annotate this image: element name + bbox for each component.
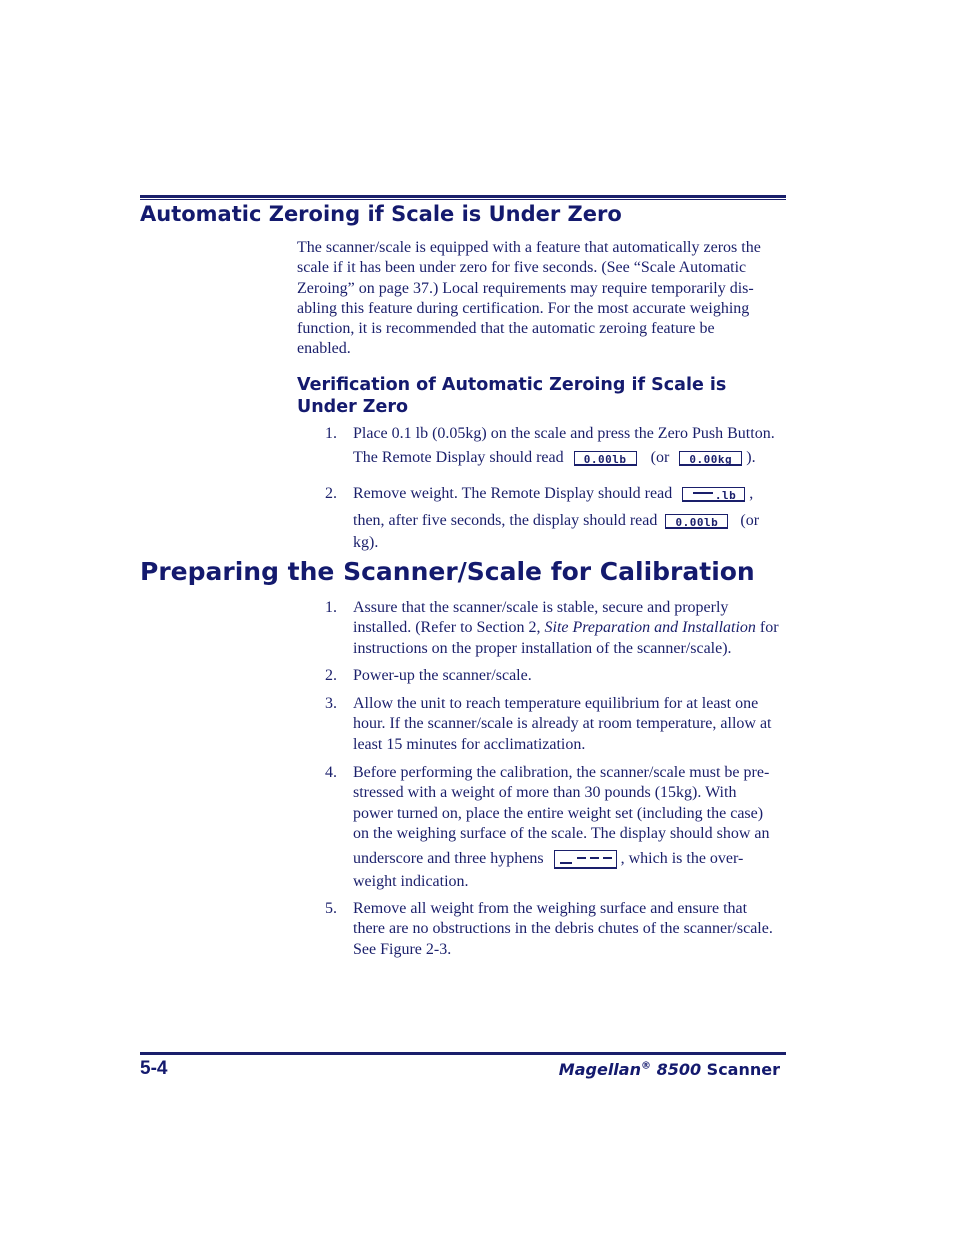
step-text: Power-up the scanner/scale.	[353, 667, 532, 684]
step-text: kg).	[353, 534, 379, 551]
paragraph-line: function, it is recommended that the automatic zeroing feature be	[297, 320, 715, 338]
section-heading-calibration-prep: Preparing the Scanner/Scale for Calibration	[140, 557, 755, 586]
footer-rule	[140, 1052, 786, 1055]
footer-product-title: Magellan® 8500 Scanner	[558, 1060, 780, 1079]
page-number: 5-4	[140, 1058, 168, 1079]
step-number: 1.	[325, 425, 337, 442]
paragraph-line: Zeroing” on page 37.) Local requirements may require temporarily dis-	[297, 279, 754, 297]
section-heading-auto-zeroing: Automatic Zeroing if Scale is Under Zero	[140, 202, 622, 226]
step-text: The Remote Display should read 0.00lb (or 0.00kg ).	[353, 449, 756, 466]
step-text: Before performing the calibration, the scanner/scale must be pre- stressed with a weight of more than 30 pounds (15kg). With power turned on, place the entire weight set (including the case) on the weighing surface of the scale. The display should show an	[353, 764, 770, 842]
header-rule	[140, 195, 786, 200]
display-readout: 0.00lb	[574, 451, 637, 466]
minus-segment	[693, 492, 713, 494]
paragraph-line: enabled.	[297, 340, 351, 358]
step-number: 3.	[325, 695, 337, 712]
display-readout: 0.00lb	[665, 514, 728, 529]
paragraph-line: abling this feature during certification. For the most accurate weighing	[297, 299, 750, 317]
step-text: then, after five seconds, the display should read 0.00lb (or	[353, 512, 760, 529]
step-text: Remove weight. The Remote Display should read .lb ,	[353, 485, 754, 502]
step-number: 2.	[325, 485, 337, 502]
step-text: Allow the unit to reach temperature equilibrium for at least one hour. If the scanner/scale is already at room temperature, allow at least 15 minutes for acclimatization.	[353, 695, 772, 753]
step-number: 2.	[325, 667, 337, 684]
step-text: weight indication.	[353, 873, 469, 890]
section-reference: Site Preparation and Installation	[544, 619, 756, 637]
paragraph-line: scale if it has been under zero for five seconds. (See “Scale Automatic	[297, 259, 747, 277]
paragraph-line: The scanner/scale is equipped with a feature that automatically zeros the	[297, 239, 761, 256]
step-number: 1.	[325, 599, 337, 616]
step-number: 5.	[325, 900, 337, 917]
auto-zeroing-paragraph	[297, 238, 783, 360]
overweight-segments	[556, 851, 614, 866]
step-text: underscore and three hyphens , which is the over-	[353, 850, 744, 867]
step-text: Place 0.1 lb (0.05kg) on the scale and press the Zero Push Button.	[353, 425, 775, 442]
step-text: Assure that the scanner/scale is stable, secure and properly installed. (Refer to Section 2, Site Preparation and Installation for instructions on the proper installation of the scanner/scale).	[353, 599, 779, 657]
display-readout: 0.00kg	[679, 451, 742, 466]
step-number: 4.	[325, 764, 337, 781]
step-text: Remove all weight from the weighing surface and ensure that there are no obstructions in the debris chutes of the scanner/scale. See Figure 2-3.	[353, 900, 773, 958]
subsection-heading-verification: Verification of Automatic Zeroing if Scale is Under Zero	[297, 375, 727, 417]
display-readout-negative: .lb	[682, 487, 745, 502]
overweight-display	[554, 850, 617, 869]
